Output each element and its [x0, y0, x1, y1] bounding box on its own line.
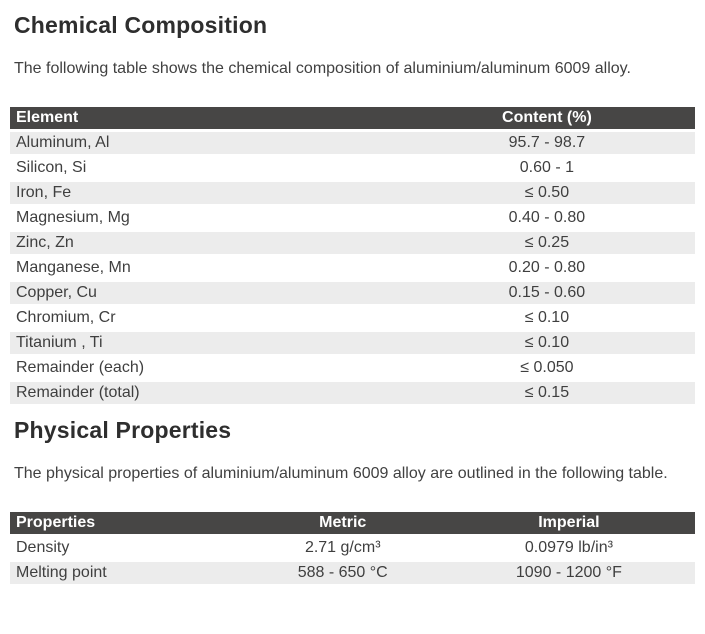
article-content: [0, 12, 705, 587]
table-cell: Zinc, Zn: [10, 231, 399, 256]
chemical-composition-intro: The following table shows the chemical composition of aluminium/aluminum 6009 alloy.: [14, 60, 631, 77]
table-row: [10, 356, 695, 381]
table-cell: Density: [10, 536, 243, 561]
table-cell: ≤ 0.50: [399, 181, 695, 206]
table-row: [10, 561, 695, 586]
table-cell: 1090 - 1200 °F: [443, 561, 695, 586]
physical-properties-intro: The physical properties of aluminium/aluminum 6009 alloy are outlined in the following table.: [14, 465, 668, 482]
table-cell: 2.71 g/cm³: [243, 536, 443, 561]
table-cell: 0.0979 lb/in³: [443, 536, 695, 561]
table-cell: ≤ 0.10: [399, 331, 695, 356]
table-cell: Melting point: [10, 561, 243, 586]
chemical-composition-heading: Chemical Composition: [14, 12, 268, 38]
column-header: Element: [10, 107, 399, 131]
table-cell: Titanium , Ti: [10, 331, 399, 356]
table-cell: Remainder (total): [10, 381, 399, 406]
table-row: [10, 231, 695, 256]
table-row: [10, 256, 695, 281]
table-cell: Silicon, Si: [10, 156, 399, 181]
table-cell: 0.15 - 0.60: [399, 281, 695, 306]
table-row: [10, 131, 695, 156]
table-cell: 588 - 650 °C: [243, 561, 443, 586]
table-cell: Manganese, Mn: [10, 256, 399, 281]
table-cell: Copper, Cu: [10, 281, 399, 306]
table-cell: Aluminum, Al: [10, 131, 399, 156]
section-physical-properties: [10, 417, 695, 587]
table-cell: ≤ 0.25: [399, 231, 695, 256]
table-cell: 0.20 - 0.80: [399, 256, 695, 281]
table-cell: 0.60 - 1: [399, 156, 695, 181]
table-cell: Remainder (each): [10, 356, 399, 381]
table-row: [10, 536, 695, 561]
table-cell: ≤ 0.10: [399, 306, 695, 331]
column-header: Properties: [10, 512, 243, 536]
table-row: [10, 281, 695, 306]
section-chemical-composition: [10, 12, 695, 407]
table-row: [10, 181, 695, 206]
table-row: [10, 206, 695, 231]
table-cell: Iron, Fe: [10, 181, 399, 206]
table-header-row: [10, 512, 695, 536]
table-row: [10, 306, 695, 331]
column-header: Content (%): [399, 107, 695, 131]
table-header-row: [10, 107, 695, 131]
table-row: [10, 381, 695, 406]
column-header: Metric: [243, 512, 443, 536]
table-cell: 95.7 - 98.7: [399, 131, 695, 156]
table-cell: Chromium, Cr: [10, 306, 399, 331]
table-cell: ≤ 0.15: [399, 381, 695, 406]
column-header: Imperial: [443, 512, 695, 536]
table-cell: 0.40 - 0.80: [399, 206, 695, 231]
physical-properties-table: [10, 512, 695, 587]
table-cell: Magnesium, Mg: [10, 206, 399, 231]
table-cell: ≤ 0.050: [399, 356, 695, 381]
table-row: [10, 331, 695, 356]
chemical-composition-table: [10, 107, 695, 407]
physical-properties-heading: Physical Properties: [14, 417, 232, 443]
table-row: [10, 156, 695, 181]
